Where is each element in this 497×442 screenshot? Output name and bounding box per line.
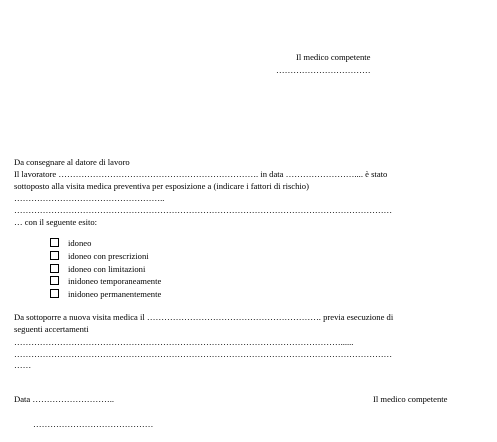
checkbox-inidoneo-temporaneamente[interactable] — [50, 276, 59, 285]
lavoratore-line: Il lavoratore ……………………………………………………………. in data …………………….... è stato — [14, 169, 388, 179]
sottoposto-line: sottoposto alla visita medica preventiva per esposizione a (indicare i fattori di rischio) — [14, 181, 309, 191]
esito-line: … con il seguente esito: — [14, 217, 98, 227]
esito-label: inidoneo temporaneamente — [68, 276, 162, 286]
esito-label: idoneo con prescrizioni — [68, 251, 149, 261]
bottom-signature-dots: …………………………………… — [33, 419, 154, 429]
nuova-visita-line: Da sottoporre a nuova visita medica il ……………………………………………………. previa esecuzione di — [14, 312, 394, 322]
top-signature-title: Il medico competente — [296, 52, 371, 62]
accertamenti-dots-3: …… — [14, 360, 32, 370]
consegna-heading: Da consegnare al datore di lavoro — [14, 157, 130, 167]
top-signature-dots: …………………………… — [276, 65, 371, 75]
bottom-signature-title: Il medico competente — [373, 394, 448, 404]
checkbox-idoneo-prescrizioni[interactable] — [50, 251, 59, 260]
esito-label: idoneo — [68, 238, 92, 248]
checkbox-idoneo-limitazioni[interactable] — [50, 264, 59, 273]
fattori-dots-short: …………………………………………….. — [14, 193, 165, 203]
fattori-dots-long: …………………………………………………………………………………………………………………… — [14, 205, 393, 215]
data-line: Data ……………………….. — [14, 394, 115, 404]
accertamenti-dots-2: …………………………………………………………………………………………………………………… — [14, 349, 393, 359]
checkbox-inidoneo-permanentemente[interactable] — [50, 289, 59, 298]
accertamenti-line: seguenti accertamenti — [14, 324, 89, 334]
esito-label: idoneo con limitazioni — [68, 264, 146, 274]
accertamenti-dots-1: ……………………………………………………………………………………………………...... — [14, 337, 354, 347]
checkbox-idoneo[interactable] — [50, 238, 59, 247]
esito-label: inidoneo permanentemente — [68, 289, 162, 299]
